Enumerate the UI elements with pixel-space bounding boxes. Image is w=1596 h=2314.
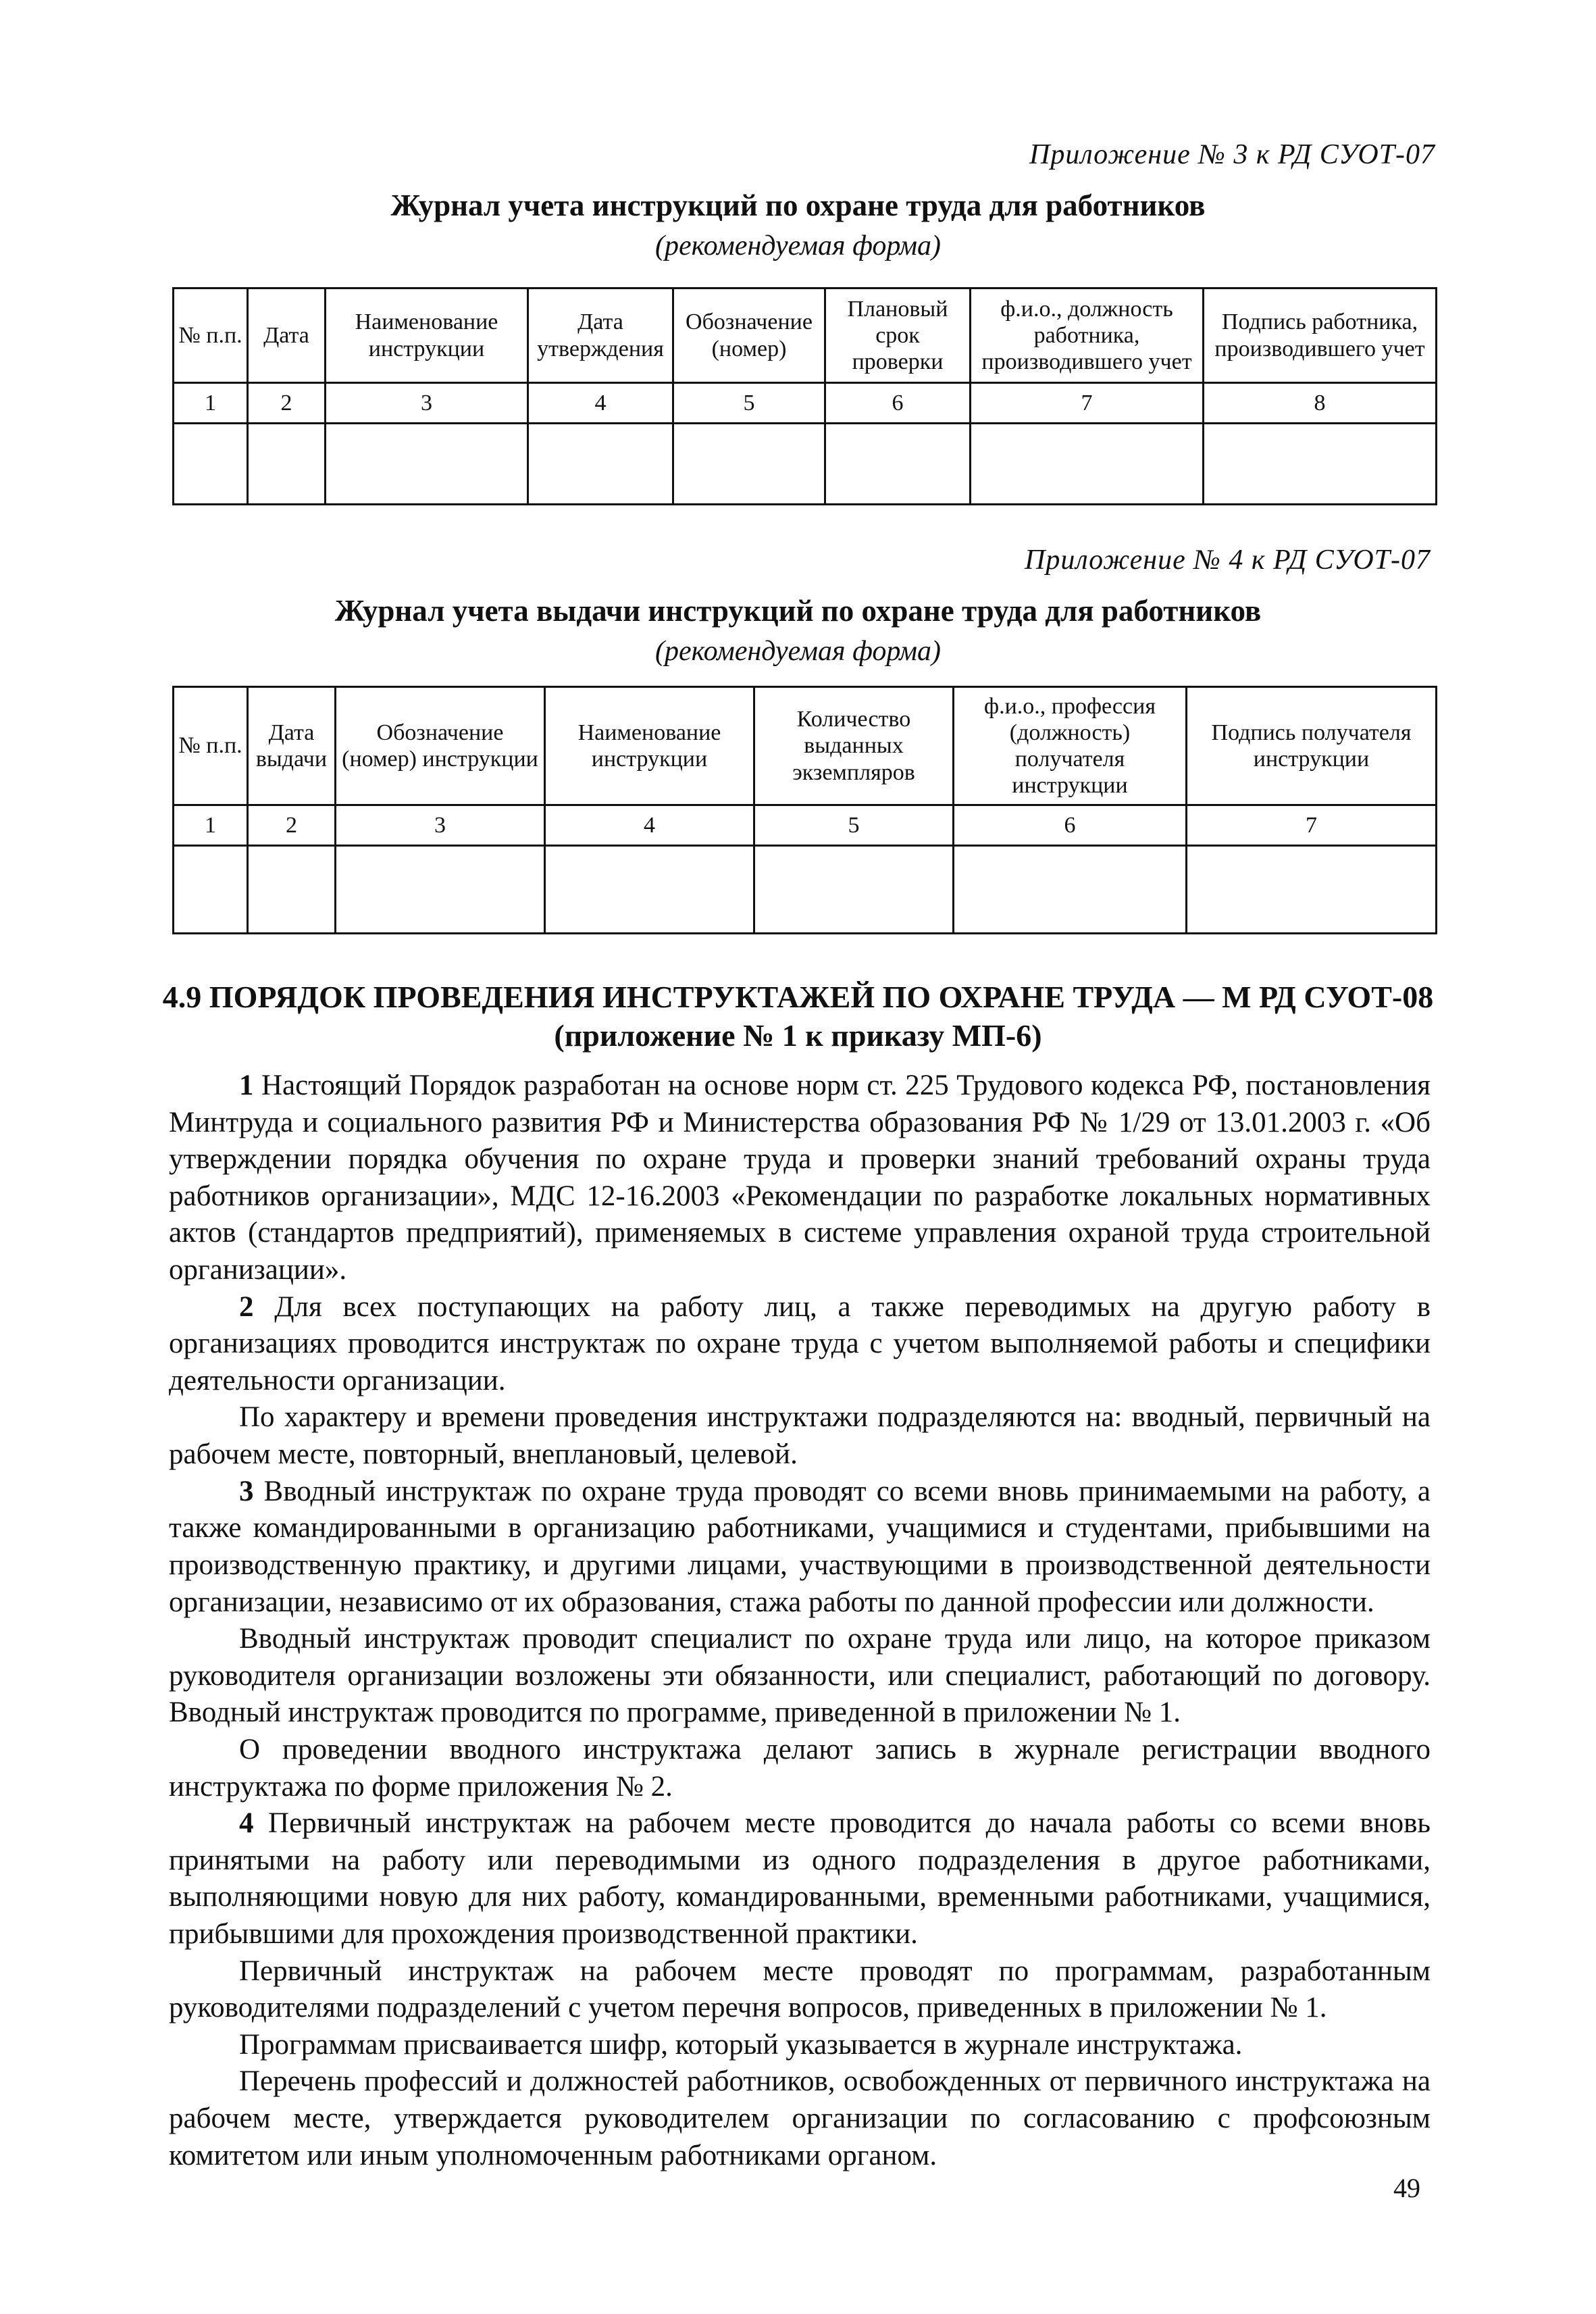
paragraph-text: Настоящий Порядок разработан на основе норм ст. 225 Трудового кодекса РФ, постановления Минтруда и социального развития РФ и Министерства образования РФ № 1/29 от 13.01.2003 г. «Об утверждении порядка обучения по охране труда и проверки знаний требований охраны труда работников организации», МДС 12-16.2003 «Рекомендации по разработке локальных нормативных актов (стандартов предприятий), применяемых в системе управления охраной труда строительной организации». (169, 1070, 1431, 1286)
header-cell: Подпись работника, производившего учет (1204, 288, 1437, 383)
empty-cell (248, 424, 326, 505)
paragraph-text: Первичный инструктаж на рабочем месте проводится до начала работы со всеми вновь принятыми на работу или переводимыми из одного подразделения в другое работниками, выполняющими новую для них работу, командированными, временными работниками, учащимися, прибывшими для прохождения производственной практики. (169, 1807, 1431, 1951)
number-cell: 8 (1204, 383, 1437, 424)
empty-cell (1187, 846, 1437, 934)
table1-title: Журнал учета инструкций по охране труда для работников (390, 188, 1206, 222)
table1-subtitle: (рекомендуемая форма) (654, 230, 942, 261)
paragraph-text: Первичный инструктаж на рабочем месте проводят по программам, разработанным руководителями подразделений с учетом перечня вопросов, приведенных в приложении № 1. (169, 1955, 1431, 2024)
paragraph (169, 1805, 1431, 1953)
number-cell: 3 (336, 805, 545, 846)
section-subtitle: (приложение № 1 к приказу МП-6) (554, 1018, 1042, 1053)
number-cell: 6 (825, 383, 971, 424)
journal-issuance-table (172, 686, 1437, 934)
empty-cell (954, 846, 1187, 934)
empty-cell (326, 424, 528, 505)
number-cell: 2 (248, 805, 336, 846)
header-cell: Количество выданных экземпляров (754, 687, 954, 805)
number-cell: 5 (754, 805, 954, 846)
table2-title: Журнал учета выдачи инструкций по охране труда для работников (334, 594, 1262, 628)
paragraph (169, 2027, 1431, 2064)
table-number-row (174, 383, 1437, 424)
header-cell: Дата выдачи (248, 687, 336, 805)
table-empty-row (174, 846, 1437, 934)
paragraph-text: Для всех поступающих на работу лиц, а также переводимых на другую работу в организациях проводится инструктаж по охране труда с учетом выполняемой работы и специфики деятельности организации. (169, 1290, 1431, 1397)
header-cell: Обозначение (номер) (673, 288, 825, 383)
empty-cell (1204, 424, 1437, 505)
header-cell: № п.п. (174, 687, 248, 805)
section-title: 4.9 ПОРЯДОК ПРОВЕДЕНИЯ ИНСТРУКТАЖЕЙ ПО ОХРАНЕ ТРУДА — М РД СУОТ-08 (162, 980, 1434, 1014)
paragraph (169, 1067, 1431, 1289)
paragraph (169, 1732, 1431, 1805)
number-cell: 2 (248, 383, 326, 424)
paragraph (169, 2063, 1431, 2174)
table-header-row (174, 288, 1437, 383)
paragraph (169, 1953, 1431, 2027)
empty-cell (754, 846, 954, 934)
table-empty-row (174, 424, 1437, 505)
paragraph-number: 1 (239, 1070, 254, 1101)
number-cell: 6 (954, 805, 1187, 846)
number-cell: 7 (971, 383, 1204, 424)
paragraph (169, 1399, 1431, 1473)
number-cell: 1 (174, 805, 248, 846)
number-cell: 4 (545, 805, 754, 846)
page-number: 49 (1393, 2173, 1420, 2203)
paragraph (169, 1289, 1431, 1400)
number-cell: 5 (673, 383, 825, 424)
empty-cell (971, 424, 1204, 505)
appendix-4-label: Приложение № 4 к РД СУОТ-07 (1025, 545, 1431, 576)
header-cell: ф.и.о., профессия (должность) получателя инструкции (954, 687, 1187, 805)
paragraph (169, 1474, 1431, 1621)
empty-cell (825, 424, 971, 505)
empty-cell (673, 424, 825, 505)
header-cell: Плановый срок проверки (825, 288, 971, 383)
appendix-3-label: Приложение № 3 к РД СУОТ-07 (1029, 139, 1435, 170)
number-cell: 7 (1187, 805, 1437, 846)
empty-cell (174, 424, 248, 505)
table-header-row (174, 687, 1437, 805)
header-cell: Наименование инструкции (326, 288, 528, 383)
paragraph-number: 4 (239, 1807, 254, 1840)
number-cell: 4 (528, 383, 673, 424)
paragraph-number: 3 (239, 1475, 254, 1507)
empty-cell (545, 846, 754, 934)
paragraph-text: О проведении вводного инструктажа делают запись в журнале регистрации вводного инструктажа по форме приложения № 2. (169, 1733, 1431, 1803)
paragraph-text: Вводный инструктаж проводит специалист по охране труда или лицо, на которое приказом руководителя организации возложены эти обязанности, или специалист, работающий по договору. Вводный инструктаж проводится по программе, приведенной в приложении № 1. (169, 1623, 1431, 1729)
paragraph-text: По характеру и времени проведения инструктажи подразделяются на: вводный, первичный на рабочем месте, повторный, внеплановый, целевой. (169, 1401, 1431, 1471)
header-cell: Обозначение (номер) инструкции (336, 687, 545, 805)
paragraph-text: Вводный инструктаж по охране труда проводят со всеми вновь принимаемыми на работу, а также командированными в организацию работниками, учащимися и студентами, прибывшими на производственную практику, и другими лицами, участвующими в производственной деятельности организации, независимо от их образования, стажа работы по данной профессии или должности. (169, 1475, 1431, 1618)
table2-subtitle: (рекомендуемая форма) (654, 636, 942, 667)
table-number-row (174, 805, 1437, 846)
header-cell: № п.п. (174, 288, 248, 383)
paragraph-number: 2 (239, 1290, 254, 1323)
journal-instructions-table (172, 287, 1437, 505)
header-cell: Дата утверждения (528, 288, 673, 383)
empty-cell (248, 846, 336, 934)
number-cell: 3 (326, 383, 528, 424)
paragraph (169, 1621, 1431, 1732)
empty-cell (336, 846, 545, 934)
empty-cell (174, 846, 248, 934)
paragraph-text: Перечень профессий и должностей работников, освобожденных от первичного инструктажа на рабочем месте, утверждается руководителем организации по согласованию с профсоюзным комитетом или иным уполномоченным работниками органом. (169, 2065, 1431, 2171)
number-cell: 1 (174, 383, 248, 424)
header-cell: Наименование инструкции (545, 687, 754, 805)
empty-cell (528, 424, 673, 505)
header-cell: Подпись получателя инструкции (1187, 687, 1437, 805)
header-cell: Дата (248, 288, 326, 383)
body-text (169, 1067, 1431, 2174)
header-cell: ф.и.о., должность работника, производившего учет (971, 288, 1204, 383)
paragraph-text: Программам присваивается шифр, который указывается в журнале инструктажа. (239, 2028, 1243, 2061)
